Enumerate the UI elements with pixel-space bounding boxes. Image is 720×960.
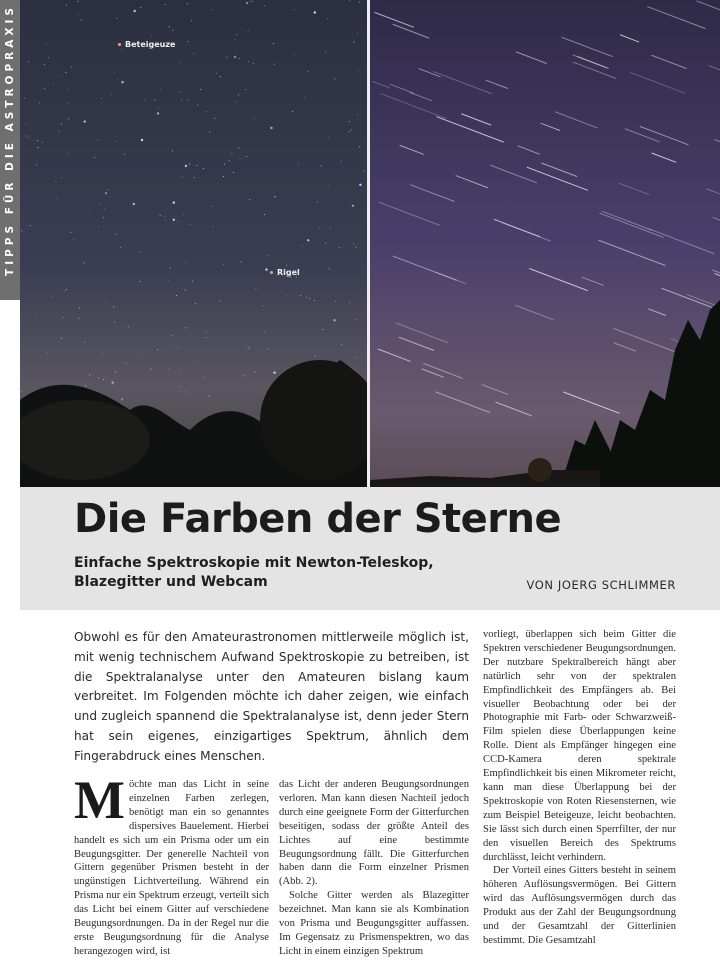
- star-point: [120, 247, 121, 248]
- star-point: [264, 331, 265, 332]
- star-point: [294, 9, 295, 10]
- star-point: [53, 84, 54, 85]
- subtitle-line-2: Blazegitter und Webcam: [74, 574, 268, 590]
- star-point: [273, 43, 274, 44]
- star-point: [294, 54, 295, 55]
- star-point: [68, 118, 69, 119]
- star-point: [73, 239, 74, 240]
- star-point: [117, 18, 118, 19]
- star-point: [180, 62, 181, 63]
- star-point: [67, 103, 68, 104]
- photo-orion-sky: [20, 0, 367, 487]
- star-point: [195, 303, 196, 304]
- star-point: [158, 108, 159, 109]
- star-point: [340, 161, 341, 162]
- star-point: [349, 131, 350, 132]
- star-point: [185, 262, 186, 263]
- star-point: [197, 105, 198, 106]
- star-point: [28, 137, 29, 138]
- star-point: [209, 396, 210, 397]
- star-point: [66, 289, 67, 290]
- star-point: [101, 98, 102, 99]
- star-point: [355, 319, 356, 320]
- star-point: [330, 227, 331, 228]
- star-point: [319, 227, 320, 228]
- star-point: [151, 36, 152, 37]
- star-point: [364, 170, 365, 171]
- star-point: [321, 165, 322, 166]
- star-point: [328, 186, 329, 187]
- star-point: [314, 11, 316, 13]
- star-point: [249, 347, 250, 348]
- star-point: [302, 245, 303, 246]
- star-point: [265, 268, 267, 270]
- star-point: [84, 342, 85, 343]
- article-subtitle: [74, 554, 474, 592]
- star-point: [103, 379, 104, 380]
- star-point: [287, 294, 288, 295]
- star-point: [268, 255, 269, 256]
- star-point: [190, 224, 191, 225]
- star-point: [193, 53, 194, 54]
- star-point: [352, 205, 354, 207]
- star-point: [248, 30, 249, 31]
- star-point: [298, 164, 299, 165]
- star-point: [196, 165, 197, 166]
- star-point: [349, 302, 350, 303]
- star-point: [239, 58, 240, 59]
- star-point: [188, 100, 189, 101]
- star-point: [36, 164, 37, 165]
- star-point: [165, 220, 166, 221]
- star-point: [304, 97, 305, 98]
- star-point: [79, 318, 80, 319]
- star-point: [157, 349, 158, 350]
- star-point: [183, 214, 184, 215]
- star-point: [203, 168, 204, 169]
- star-point: [169, 26, 170, 27]
- star-point: [46, 352, 47, 353]
- star-point: [98, 377, 99, 378]
- star-point: [203, 377, 204, 378]
- star-trails-image: [370, 0, 720, 487]
- star-point: [172, 150, 173, 151]
- star-point: [81, 20, 82, 21]
- star-point: [108, 189, 109, 190]
- star-point: [185, 327, 186, 328]
- star-point: [335, 301, 336, 302]
- star-point: [188, 41, 189, 42]
- star-point: [85, 385, 86, 386]
- star-point: [57, 198, 58, 199]
- star-point: [212, 9, 213, 10]
- star-point: [236, 34, 237, 35]
- star-point: [115, 234, 116, 235]
- star-point: [179, 92, 180, 93]
- star-point: [254, 371, 255, 372]
- star-point: [21, 391, 22, 392]
- star-point: [51, 297, 52, 298]
- star-point: [246, 156, 247, 157]
- star-point: [133, 203, 135, 205]
- star-point: [209, 132, 210, 133]
- star-point: [262, 305, 263, 306]
- star-point: [253, 118, 254, 119]
- star-point: [275, 196, 276, 197]
- star-point: [185, 290, 186, 291]
- star-point: [325, 243, 326, 244]
- star-point: [170, 268, 171, 269]
- body-paragraph: Solche Gitter werden als Blazegitter bezeichnet. Man kann sie als Kombination von Prisma und Beugungsgitter auffassen. Im Gegensatz zu Prismenspektren, wo das Licht in einem einzigen Spektrum: [279, 890, 469, 957]
- star-point: [160, 89, 161, 90]
- star-point: [252, 1, 253, 2]
- star-point: [35, 315, 36, 316]
- star-point: [226, 283, 227, 284]
- star-point: [111, 381, 113, 383]
- star-point: [169, 368, 170, 369]
- star-point: [89, 211, 90, 212]
- star-point: [141, 139, 143, 141]
- star-point: [61, 124, 62, 125]
- article-title: Die Farben der Sterne: [74, 496, 562, 542]
- star-point: [250, 1, 251, 2]
- star-point: [349, 0, 350, 1]
- orion-photo-image: [20, 0, 367, 487]
- star-point: [329, 268, 330, 269]
- star-point: [114, 384, 115, 385]
- star-point: [274, 196, 275, 197]
- star-point: [111, 94, 112, 95]
- star-point: [103, 217, 104, 218]
- section-sidebar: [0, 0, 20, 610]
- star-point: [114, 322, 115, 323]
- star-point: [245, 89, 246, 90]
- body-column-2: [279, 778, 469, 959]
- body-paragraph: vorliegt, überlappen sich beim Gitter die Spektren verschiedener Beugungsordnungen. Der nutzbare Spektralbereich hängt aber natürlich sehr von der spektralen Empfindlichkeit des Empfängers ab. Bei visueller Beobachtung oder bei der Photographie mit Farb- oder Schwarzweiß-Film spielen diese Überlappungen keine Rolle. Dient als Empfänger hingegen eine CCD-Kamera deren spektrale Empfindlichkeit bis einen Mikrometer reicht, kann man diese Überlappung bei der Spektroskopie von Roten Riesensternen, wie zum Beispiel Beteigeuze, leicht beobachten. Sie lässt sich durch einen Sperrfilter, der nur den visuellen Bereich des Spektrums durchlässt, leicht verhindern.: [483, 629, 676, 863]
- star-point: [359, 146, 360, 147]
- star-point: [44, 64, 45, 65]
- star-point: [67, 89, 68, 90]
- star-point: [246, 2, 248, 4]
- star-point: [26, 123, 27, 124]
- star-point: [335, 78, 336, 79]
- star-point: [115, 141, 116, 142]
- star-point: [255, 288, 256, 289]
- star-point: [121, 81, 123, 83]
- star-point: [78, 1, 79, 2]
- star-point: [178, 348, 179, 349]
- star-point: [121, 398, 123, 400]
- star-point: [264, 214, 265, 215]
- star-point: [179, 386, 180, 387]
- star-point: [66, 5, 67, 6]
- star-point: [248, 61, 249, 62]
- star-point: [185, 165, 187, 167]
- star-point: [216, 73, 217, 74]
- star-point: [105, 301, 106, 302]
- star-point: [229, 160, 230, 161]
- star-label-beteigeuze: Beteigeuze: [118, 40, 175, 49]
- star-point: [21, 231, 22, 232]
- star-point: [351, 130, 352, 131]
- star-point: [359, 184, 361, 186]
- drop-cap: M: [74, 770, 125, 830]
- section-label: TIPPS FÜR DIE ASTROPRAXIS: [4, 4, 16, 276]
- star-point: [79, 308, 80, 309]
- star-point: [178, 221, 179, 222]
- star-point: [328, 137, 329, 138]
- photo-star-trails: [370, 0, 720, 487]
- star-point: [37, 140, 38, 141]
- star-point: [333, 319, 335, 321]
- star-point: [327, 18, 328, 19]
- star-point: [267, 348, 268, 349]
- star-point: [353, 243, 354, 244]
- star-point: [357, 114, 358, 115]
- star-point: [355, 247, 356, 248]
- star-point: [61, 76, 62, 77]
- star-label-rigel: Rigel: [270, 268, 300, 277]
- star-point: [189, 164, 190, 165]
- star-point: [315, 355, 316, 356]
- star-point: [181, 100, 182, 101]
- star-point: [300, 295, 301, 296]
- star-point: [308, 71, 309, 72]
- author-byline: VON JOERG SCHLIMMER: [526, 578, 676, 592]
- star-point: [121, 49, 122, 50]
- star-point: [357, 33, 358, 34]
- star-point: [113, 306, 114, 307]
- star-point: [42, 142, 43, 143]
- star-point: [243, 375, 244, 376]
- star-point: [24, 136, 25, 137]
- star-point: [286, 265, 287, 266]
- star-point: [64, 291, 65, 292]
- star-point: [141, 352, 142, 353]
- body-column-1: [74, 770, 269, 959]
- star-point: [164, 216, 165, 217]
- star-point: [219, 300, 220, 301]
- star-point: [349, 121, 350, 122]
- star-point: [341, 344, 342, 345]
- star-point: [65, 72, 66, 73]
- star-point: [224, 164, 225, 165]
- star-point: [176, 345, 177, 346]
- star-point: [126, 363, 127, 364]
- lead-paragraph: Obwohl es für den Amateurastronomen mittlerweile möglich ist, mit wenig technischem Aufwand Spektroskopie zu betreiben, ist die Spektralanalyse unter den Amateuren bislang kaum verbreitet. Im Folgenden möchte ich daher zeigen, wie einfach und zugleich spannend die Spektralanalyse ist, denn jeder Stern hat sein eigenes, einzigartiges Spektrum, ähnlich dem Fingerabdruck eines Menschen.: [74, 630, 469, 763]
- star-point: [128, 326, 129, 327]
- star-point: [226, 57, 227, 58]
- star-point: [187, 3, 188, 4]
- star-point: [134, 10, 136, 12]
- star-point: [220, 76, 221, 77]
- star-point: [71, 67, 72, 68]
- star-point: [139, 252, 140, 253]
- star-point: [359, 2, 360, 3]
- star-point: [233, 172, 234, 173]
- star-point: [97, 140, 98, 141]
- star-point: [307, 239, 309, 241]
- star-point: [234, 56, 236, 58]
- star-point: [151, 369, 152, 370]
- star-point: [140, 7, 141, 8]
- star-point: [59, 131, 60, 132]
- star-point: [176, 295, 177, 296]
- star-point: [61, 338, 62, 339]
- star-point: [270, 127, 272, 129]
- star-point: [212, 206, 213, 207]
- star-point: [236, 101, 237, 102]
- star-point: [168, 280, 169, 281]
- star-point: [322, 329, 323, 330]
- star-point: [191, 20, 192, 21]
- star-point: [145, 100, 146, 101]
- star-point: [355, 357, 356, 358]
- star-point: [26, 136, 27, 137]
- star-point: [105, 192, 107, 194]
- star-point: [325, 51, 326, 52]
- star-point: [264, 5, 265, 6]
- body-column-3: [483, 628, 676, 948]
- star-point: [198, 361, 199, 362]
- star-point: [238, 148, 239, 149]
- star-point: [235, 39, 236, 40]
- star-point: [100, 203, 101, 204]
- star-point: [46, 43, 47, 44]
- star-point: [185, 391, 186, 392]
- body-paragraph: öchte man das Licht in seine einzelnen Farben zerlegen, benötigt man ein so genanntes dispersives Bauelement. Hierbei handelt es sich um ein Prisma oder um ein Beugungsgitter. Der generelle Nachteil von Gittern gegenüber Prismen besteht in der ungünstigen Lichtverteilung. Während ein Prisma nur ein Spektrum erzeugt, verteilt sich das Licht bei einem Gitter auf verschiedene Beugungsordnungen. Da in der Regel nur die erste Beugungsordnung für die Analyse herangezogen wird, ist: [74, 779, 269, 957]
- star-point: [194, 177, 195, 178]
- star-point: [24, 98, 25, 99]
- star-point: [292, 111, 293, 112]
- star-point: [39, 102, 40, 103]
- star-point: [358, 71, 359, 72]
- star-point: [89, 374, 90, 375]
- star-point: [55, 181, 56, 182]
- star-point: [124, 154, 125, 155]
- star-point: [206, 337, 207, 338]
- star-point: [165, 4, 166, 5]
- star-point: [273, 372, 275, 374]
- star-point: [192, 281, 193, 282]
- star-point: [306, 297, 307, 298]
- star-point: [78, 15, 79, 16]
- star-point: [239, 158, 240, 159]
- star-point: [139, 281, 140, 282]
- star-point: [160, 215, 161, 216]
- star-point: [70, 232, 71, 233]
- star-point: [173, 201, 175, 203]
- star-point: [48, 57, 49, 58]
- star-point: [172, 30, 173, 31]
- star-point: [214, 118, 215, 119]
- star-point: [249, 199, 250, 200]
- star-point: [223, 264, 224, 265]
- star-point: [206, 111, 207, 112]
- star-point: [238, 94, 239, 95]
- star-point: [223, 176, 224, 177]
- star-point: [309, 298, 310, 299]
- star-point: [200, 89, 201, 90]
- body-paragraph: das Licht der anderen Beugungsordnungen verloren. Man kann diesen Nachteil jedoch durch eine geeignete Form der Gitterfurchen beseitigen, sodass der größte Anteil des Lichtes auf eine bestimmte Beugungsordnung fällt. Die Gitterfurchen haben dann die Form einzelner Prismen (Abb. 2).: [279, 779, 469, 888]
- star-point: [213, 226, 214, 227]
- star-point: [61, 177, 62, 178]
- star-point: [253, 63, 254, 64]
- star-point: [63, 317, 64, 318]
- star-point: [182, 176, 183, 177]
- star-point: [98, 226, 99, 227]
- star-point: [241, 261, 242, 262]
- star-point: [314, 300, 315, 301]
- subtitle-line-1: Einfache Spektroskopie mit Newton-Teleskop,: [74, 555, 434, 571]
- body-paragraph: Der Vorteil eines Gitters besteht in seinem höheren Auflösungsvermögen. Bei Gittern wird das Auflösungsvermögen durch das Produkt aus der Zahl der Beugungsordnung und der Gesamtzahl der Gitterlinien bestimmt. Die Gesamtzahl: [483, 865, 676, 946]
- star-point: [173, 219, 175, 221]
- star-point: [115, 372, 116, 373]
- star-point: [339, 247, 340, 248]
- star-point: [84, 120, 86, 122]
- star-point: [231, 153, 232, 154]
- star-point: [179, 371, 180, 372]
- star-point: [28, 61, 29, 62]
- star-point: [354, 41, 355, 42]
- star-point: [94, 157, 95, 158]
- star-point: [104, 208, 105, 209]
- star-point: [172, 335, 173, 336]
- star-point: [83, 263, 84, 264]
- star-point: [114, 72, 115, 73]
- star-point: [206, 332, 207, 333]
- star-point: [67, 153, 68, 154]
- star-point: [248, 349, 249, 350]
- star-point: [30, 225, 31, 226]
- star-point: [102, 353, 103, 354]
- star-point: [317, 202, 318, 203]
- star-point: [44, 88, 45, 89]
- star-point: [154, 99, 155, 100]
- star-point: [157, 112, 159, 114]
- star-point: [274, 64, 275, 65]
- star-point: [38, 147, 39, 148]
